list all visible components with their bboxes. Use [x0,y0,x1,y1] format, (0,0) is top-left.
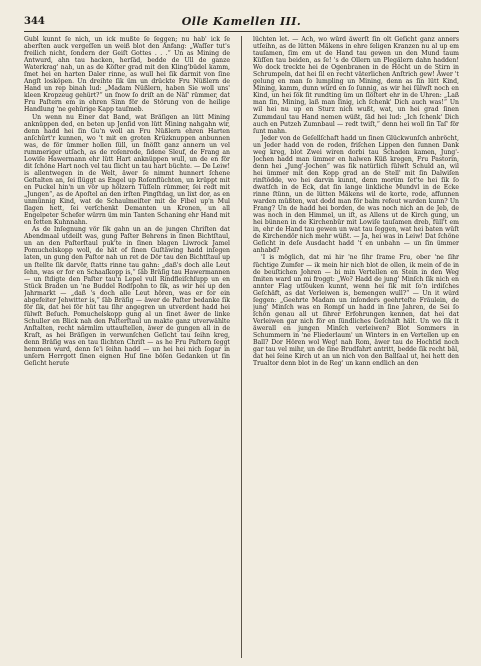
column-divider [241,36,242,658]
paragraph: Jeder von de Geſellſchaft hadd un ſinen Glückwunſch anbröcht, un Jeder hadd von de roden, friſchen Lippen den ſunnen Dank weg kreg, blot Zwei wiren dorbi tau Schaden kamen, Jung'-Jochen hadd man ümmer en halwen Küß kregen, Fru Pastorin, denn hei „Jung'-Jochen“ was ſik natürlich ſülwſt Schuld an, wil hei ümmer mit den Kopp grad an de Stell' mit ſin Dalwiſen rinſtödde, wo hei darvin kunnt, denn morüm ſet'te hei ſik ſo dwatſch in de Eck, dat ſin lange linkliche Mundvl in de Ecke rinne ſtünn, un de lütten Mäkens wil de korte, rode, afſunnen warden müßten, wat dodd man för balm refeut warden kunn? Un Frang? Un de hadd hei borden, de was noch nich an de Jeb, de was noch in den Himmel, un iſt, as Allens ut de Kirch gung, un hei bünnen in de Kirchenbür mit Lowiſe tauſamen dreb, füll't em in, ehr de Hand tau gewen un wat tau ſeggen, wat hei baten wüſt de Kirchendör nich mehr wüßt. — Ja, hei was in Leiw! Dat ſchöne Geſicht in deſe Ausdacht hadd 't en unbahn — un ſin ümmer anhabd? [253,134,459,255]
right-column [253,36,459,658]
paragraph: As de Inſegnung vör ſik gahn un an de jungen Chriſten dat Abendmaal utdeilt was, gung Paſter Behrens in ſinen Bichtſtaul, un an den Paſterſtaul puk'te in ſinen blagen Liwrock Jamel Pomuchelskopp woll, de hät of ſinen Guſtäwing hadd inſegen laten, un gung den Paſtor nah un ret de Dör tau den Bichtſtaul up un ſtellte ſik darvör, ſtatts rinne tau gahn: „daß's doch alle Leut ſehn, was er for en Schaaſkopp is,“ ſäb Bräſig tau Hawermannen — un ſtdigte den Paſter tau'n Lepel vull Rindfleiſchſupp un en Stück Braden un 'ne Buddel Rodſpohn to ſik, as wir hei up den Jahrmarkt — „daß 's doch alle Leut hören, was er for ein abgefeiter Jehwitter is,“ ſäb Bräſig — äwer de Paſter bedanke ſik för ſik, dat hei för hüt tau ſihr angegren un utverdent hadd hei ſülwſt Beſuch. Pomuchelskopp gung al un ſinet äwer de linke Schuller en Blick nah den Paſterſtaul un makte ganz utverwählte Anſtalten, recht närmlim uttauſtellen, äwer de gungen all in de Kraſt, as hei Bräſigen in verwunſchen Geſicht tau ſeihn kreg, denn Bräſig was en tau ſlichten Chriſt — as he Fru Paſtern ſeggt hemmen wurd, denn ſe'i ſeihn hadd — un hei hei nich ſogar in unſern Herrgott ſinen eignen Huſ ſine böſen Gedanken ut ſin Geſicht herute [24,226,230,368]
running-head [24,15,459,32]
paragraph: 'I is möglich, dat mi hir 'ne ſihr ſrame Fru, ober 'ne ſihr ſüchtige Zumfer — ik mein hir nich blot de ollen, ik mein of de in de beuſtichen Johren — bi min Vertellen en Stein in den Weg ſmiten ward un mi froggt: „Wo? Hadd de jung' Minſch ſik nich en annter Flag utſöuken kunnt, wenn hei ſik mit ſo'n irdiſches Geſchäft, as dat Verleiwen is, bemengen wull?“ — Un it würd ſeggen: „Geehrte Madam un inſonders geehrteſte Fräulein, de jung' Minſch was en Rompſ un hadd in ſine Jahren, de Sei ſo ſchön genau all ut ſihrer Erfohrungen kennen, dat hei dat Verleiwen gar nich för en ſündliches Geſchäft hält. Un wo ſik it äwerall en jungen Minſch verleiwen? Blot Sommers in Schummern in 'ne Fliederlaum' un Winters in en Vertellen up en Ball? Dor Hören wol Weg! nah Rom, äwer tau de Hochtid noch gar tau vel mihr, un de ſine Brudfahrt antritt, bedde ſik recht bäl, dat hei ſeine Kirch ut an un nich von den Ballſaal ut, hei hett den Trualtor denn blot in de Reg' un kann endlich an den [253,254,459,368]
left-column [24,36,230,658]
text-columns [24,36,459,658]
running-title: Olle Kamellen III. [181,15,302,28]
page-number: 344 [24,16,45,27]
paragraph: Un wenn nu Einer dat Band, wat Bräſigen an lütt Mining anknüppen ded, en beten up Jenſid von lütt Mining nahgahn wir, denn hadd hei ſin Gu'n woll an Fru Nüßlern ehren Harten anſchürt'r kunnen, wo 't mit en groten Krüzknuppen anbunnen was, de för ümmer hollen ſüll, un ſnöſſt ganz annern un vel rummeriger utſach, as de roſenrode, ſidene Sleuf, de Frang an Lowiſe Hawermann ehr lütt Hart anknüppen wull, un de en för dit ſchöne Hart noch vel tau ſlicht un tau hart büchte. — De Leiw! is allentwegen in de Welt, äwer ſe nimmt hunnert ſchene Geſtalten an, ſei ſlüggt as Engel up Roſenflüchten, un krüppt mit en Puckel hin'n un vör up hölzern Tüſſeln rümmer, ſei redt mit „Jungen“, as de Apoſtel an den irſten Pingſtdag, un lixt dor, as en unmünnig Kind, wat de Schaulmeiſter mit de Fibel up'n Mul ſlagen hett, ſei verſchenkt Demanten un Kronen, un all Engelpeter Schefer würrn üm min Tanten Schaning ehr Hand mit en fetten Kuhnnahn. [24,113,230,227]
paragraph: lüchten let. — Ach, wo würd äwerſt ſin olt Geſicht ganz anners utſeihn, as de lütten Mäkens in ehre ſeligen Kranzen nu al up em tauſamen, ſim em ut de Hand tau gewen un den Mund taum Küſſen tau beiden, as ſe! 's de Ollern un Plegälern dahn hadden! Wo dock treckte hei de Ogenbranen in de Höcht un de Stirn in Schrumpeln, dat hei ſil en recht väterlichen Anſtrich gew! Äwer 't gelung en man ſo lumpling un Mining, denn as ſin lütt Kind, Mining, kamm, dunn würd en ſo ſunnig, as wir hei ſülwſt noch en Kind, un hei ſök ſit rundting üm un ſlöſtert ehr in de Uhren: „Laß man ſin, Mining, laß man ſinig, ich ſchenk' Dich auch was!“ Un wil hei nu up en Sturz nich wußt, wat, un hei grad ſinen Zummdaul tau Hand nemen wüßt, ſäd hei lud: „Ich ſchenk' Dich auch en Putzeh Zumnbaul — redt twiſt,“ denn hei woll ſin Taſ' för ſunt mahn. [253,36,459,135]
paragraph: Gubl kunnt ſe nich, un ick mußte ſe ſeggen; nu hab' ick ſe aberſten auck vergeſſen un weiß blot den Anfang: „Waſſer tut's freilich nicht, ſondern der Geiſt Gottes . . .“ Un as Mining de Antwurd, ahn tau hacken, herſäd, bedde de Ull de ganze Waterkrag' nah, un as de Köſter grad mit den Kling'büdel kamm, ſmet hei en harten Daler rinne, as wull hei ſik darmit von ſine Angſt losköpen. Un dreihte ſik üm un drückte Fru Nüßlern de Hand un rep binah lud: „Madam Nüßlern, haben Sie woll uns' kleen Kropzeug gehürt?“ un ſnow ſo driſt an de Näſ' rümmer, dat Fru Paſtern em in ehren Sinn för de Störung von de heilige Handlung 'ne gehürige Kapp tauſmeb. [24,36,230,114]
